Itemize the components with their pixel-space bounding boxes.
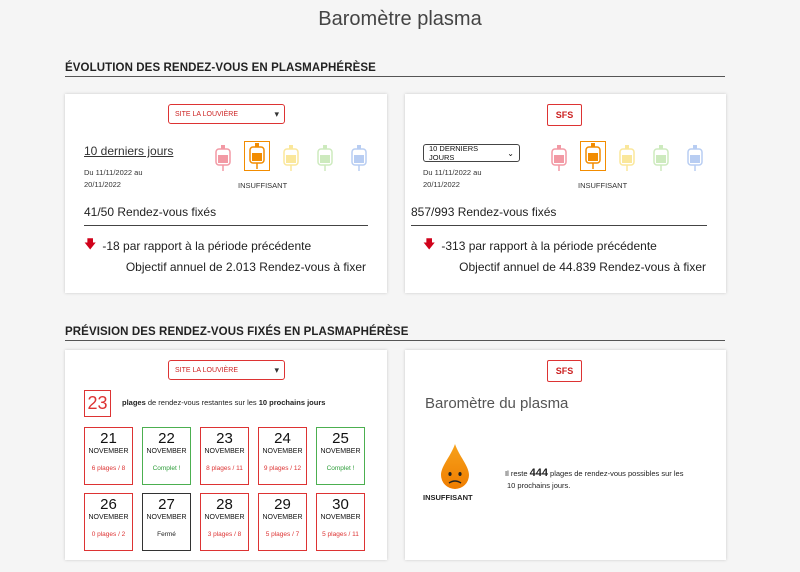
blood-bag-yellow-icon [610,141,644,175]
day-card-23[interactable] [200,427,249,485]
divider [84,225,368,226]
day-card-28[interactable] [200,493,249,551]
blood-bag-red-icon [542,141,576,175]
page-title: Baromètre plasma [318,8,482,30]
day-slots: 3 plages / 8 [207,531,242,538]
day-number: 23 [216,430,233,447]
day-number: 30 [332,496,349,513]
day-card-22[interactable] [142,427,191,485]
arrow-down-icon: 🡇 [84,237,97,251]
blood-bag-scale [206,141,376,175]
blood-bag-green-icon [308,141,342,175]
remaining-count-box: 23 [84,390,111,417]
day-slots: Fermé [157,531,176,538]
arrow-down-icon: 🡇 [423,237,436,251]
evolution-card-site [65,94,387,293]
chevron-down-icon: ▾ [274,109,279,119]
rdv-count: 41/50 Rendez-vous fixés [84,205,217,219]
status-label: INSUFFISANT [238,181,288,190]
day-slots: 5 plages / 7 [265,531,300,538]
period-dates: Du 11/11/2022 au 20/11/2022 [423,168,482,189]
barometer-title: Baromètre du plasma [425,395,569,412]
forecast-card-site [65,350,387,560]
blood-bag-blue-icon [342,141,376,175]
sfs-badge: SFS [547,360,582,382]
annual-objective: Objectif annuel de 2.013 Rendez-vous à fixer [125,260,366,274]
day-slots: 6 plages / 8 [91,465,126,472]
blood-bag-scale [542,141,712,175]
day-month: NOVEMBER [88,514,129,521]
day-number: 26 [100,496,117,513]
day-slots: 9 plages / 12 [263,465,302,472]
blood-bag-yellow-icon [274,141,308,175]
day-slots: Complet ! [152,465,181,472]
annual-objective: Objectif annuel de 44.839 Rendez-vous à fixer [459,260,706,274]
day-month: NOVEMBER [262,448,303,455]
day-card-27[interactable] [142,493,191,551]
day-slots: 8 plages / 11 [206,465,243,472]
day-card-29[interactable] [258,493,307,551]
blood-bag-orange-icon [580,141,606,171]
day-number: 24 [274,430,291,447]
site-select[interactable]: SITE LA LOUVIÈRE ▾ [168,104,285,124]
rdv-count: 857/993 Rendez-vous fixés [411,205,557,219]
site-select[interactable]: SITE LA LOUVIÈRE ▾ [168,360,285,380]
day-card-30[interactable] [316,493,365,551]
day-number: 27 [158,496,175,513]
day-month: NOVEMBER [204,448,245,455]
sfs-badge: SFS [547,104,582,126]
day-month: NOVEMBER [146,448,187,455]
day-card-24[interactable] [258,427,307,485]
trend-row: 🡇 -18 par rapport à la période précédente [84,235,311,256]
day-month: NOVEMBER [320,448,361,455]
day-month: NOVEMBER [320,514,361,521]
period-dates: Du 11/11/2022 au 20/11/2022 [84,168,143,189]
day-month: NOVEMBER [204,514,245,521]
blood-bag-blue-icon [678,141,712,175]
period-link[interactable]: 10 derniers jours [84,144,174,158]
status-label: INSUFFISANT [578,181,628,190]
day-slots: Complet ! [326,465,355,472]
day-card-21[interactable] [84,427,133,485]
day-slots: 0 plages / 2 [91,531,126,538]
barometer-card-sfs [405,350,726,560]
plasma-drop-icon [437,442,473,495]
remaining-slots-summary: Il reste 444 plages de rendez-vous possibles sur les 10 prochains jours. [505,467,684,490]
period-select[interactable]: 10 DERNIERS JOURS ⌄ [423,144,520,162]
day-number: 25 [332,430,349,447]
blood-bag-orange-icon [244,141,270,171]
day-card-25[interactable] [316,427,365,485]
day-number: 22 [158,430,175,447]
divider [411,225,707,226]
day-slots: 5 plages / 11 [322,531,359,538]
day-number: 28 [216,496,233,513]
day-month: NOVEMBER [146,514,187,521]
day-card-26[interactable] [84,493,133,551]
blood-bag-green-icon [644,141,678,175]
day-month: NOVEMBER [88,448,129,455]
trend-row: 🡇 -313 par rapport à la période précédente [423,235,657,256]
chevron-down-icon: ⌄ [507,148,514,158]
day-number: 29 [274,496,291,513]
day-number: 21 [100,430,117,447]
barometer-status: INSUFFISANT [423,493,473,502]
evolution-card-sfs [405,94,726,293]
blood-bag-red-icon [206,141,240,175]
chevron-down-icon: ▾ [274,365,279,375]
section-title-evolution: ÉVOLUTION DES RENDEZ-VOUS EN PLASMAPHÉRÈSE [65,62,725,77]
day-month: NOVEMBER [262,514,303,521]
section-title-forecast: PRÉVISION DES RENDEZ-VOUS FIXÉS EN PLASMAPHÉRÈSE [65,326,725,341]
remaining-slots-text: plages de rendez-vous restantes sur les 10 prochains jours [122,398,326,407]
